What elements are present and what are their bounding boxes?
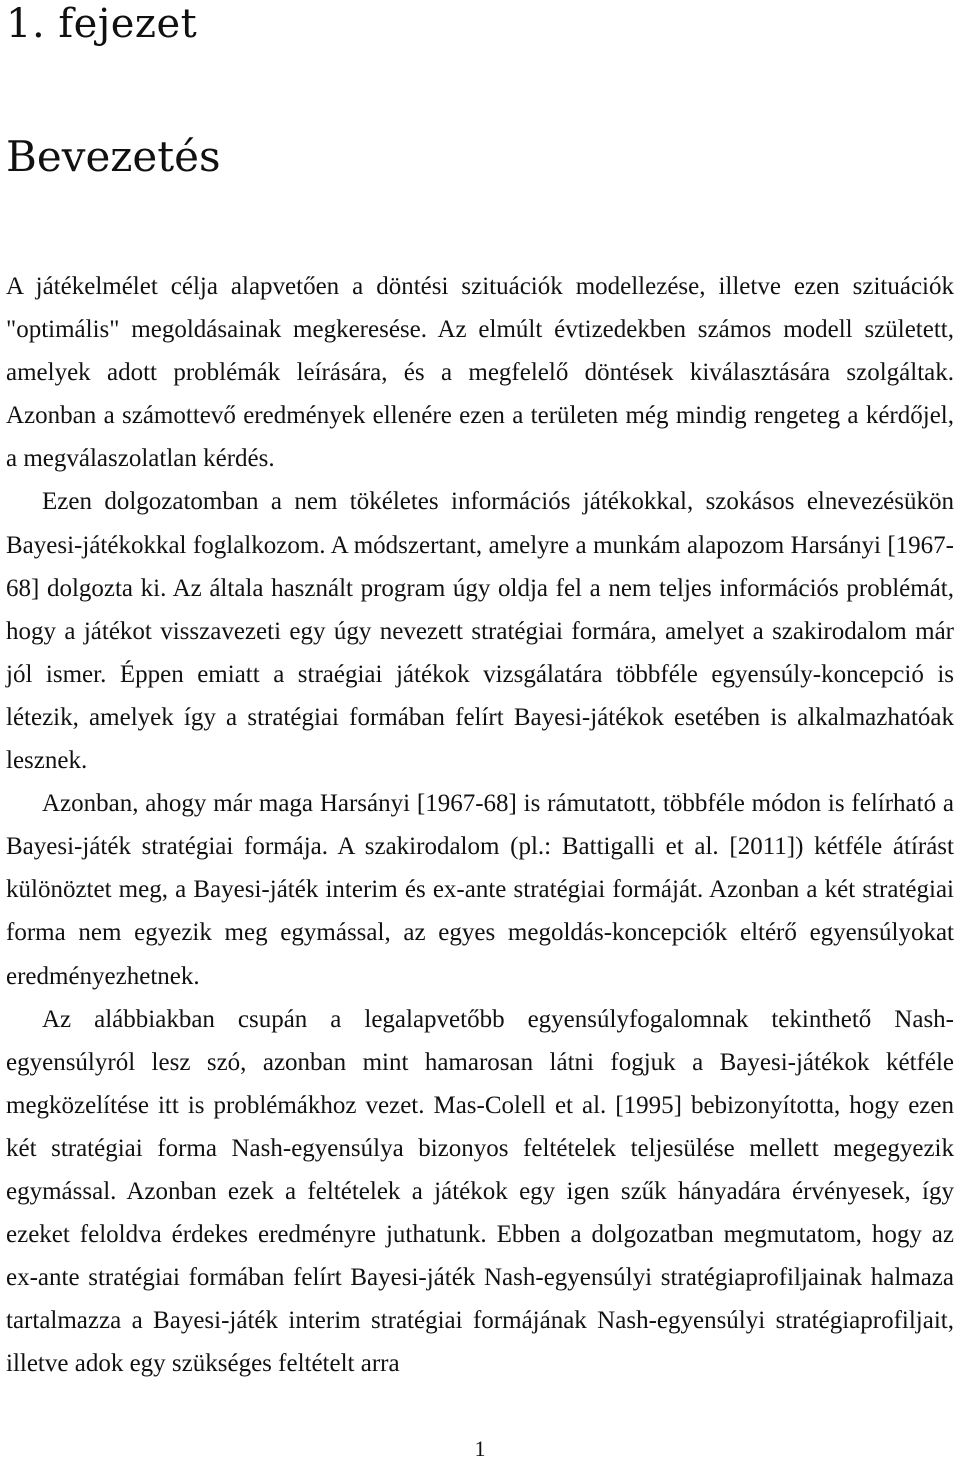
- paragraph-strategic-forms: Azonban, ahogy már maga Harsányi [1967-68] is rámutatott, többféle módon is felírható a Bayesi-játék stratégiai formája. A szakirodalom (pl.: Battigalli et al. [2011]) kétféle átírást különöztet meg, a Bayesi-játék interim és ex-ante stratégiai formáját. Azonban a két stratégiai forma nem egyezik meg egymással, az egyes megoldás-koncepciók eltérő egyensúlyokat eredményezhetnek.: [6, 790, 954, 990]
- paragraph-intro: A játékelmélet célja alapvetően a döntési szituációk modellezése, illetve ezen szituációk "optimális" megoldásainak megkeresése. Az elmúlt évtizedekben számos modell született, amelyek adott problémák leírására, és a megfelelő döntések kiválasztására szolgáltak. Azonban a számottevő eredmények ellenére ezen a területen még mindig rengeteg a kérdőjel, a megválaszolatlan kérdés.: [6, 273, 954, 473]
- document-page: [6, 0, 954, 1385]
- paragraph-bayesian-games: Ezen dolgozatomban a nem tökéletes információs játékokkal, szokásos elnevezésükön Bayesi-játékokkal foglalkozom. A módszertant, amelyre a munkám alapozom Harsányi [1967-68] dolgozta ki. Az általa használt program úgy oldja fel a nem teljes információs problémát, hogy a játékot visszavezeti egy úgy nevezett stratégiai formára, amelyet a szakirodalom már jól ismer. Éppen emiatt a straégiai játékok vizsgálatára többféle egyensúly-koncepció is létezik, amelyek így a stratégiai formában felírt Bayesi-játékok esetében is alkalmazhatóak lesznek.: [6, 488, 954, 775]
- chapter-title: Bevezetés: [6, 132, 221, 181]
- body-text: [6, 265, 954, 1385]
- chapter-label: 1. fejezet: [6, 1, 198, 47]
- page-number: 1: [474, 1436, 486, 1461]
- paragraph-nash-equilibrium: Az alábbiakban csupán a legalapvetőbb egyensúlyfogalomnak tekinthető Nash-egyensúlyról lesz szó, azonban mint hamarosan látni fogjuk a Bayesi-játékok kétféle megközelítése itt is problémákhoz vezet. Mas-Colell et al. [1995] bebizonyította, hogy ezen két stratégiai forma Nash-egyensúlya bizonyos feltételek teljesülése mellett megegyezik egymással. Azonban ezek a feltételek a játékok egy igen szűk hányadára érvényesek, így ezeket feloldva érdekes eredményre juthatunk. Ebben a dolgozatban megmutatom, hogy az ex-ante stratégiai formában felírt Bayesi-játék Nash-egyensúlyi stratégiaprofiljainak halmaza tartalmazza a Bayesi-játék interim stratégiai formájának Nash-egyensúlyi stratégiaprofiljait, illetve adok egy szükséges feltételt arra: [6, 1005, 954, 1378]
